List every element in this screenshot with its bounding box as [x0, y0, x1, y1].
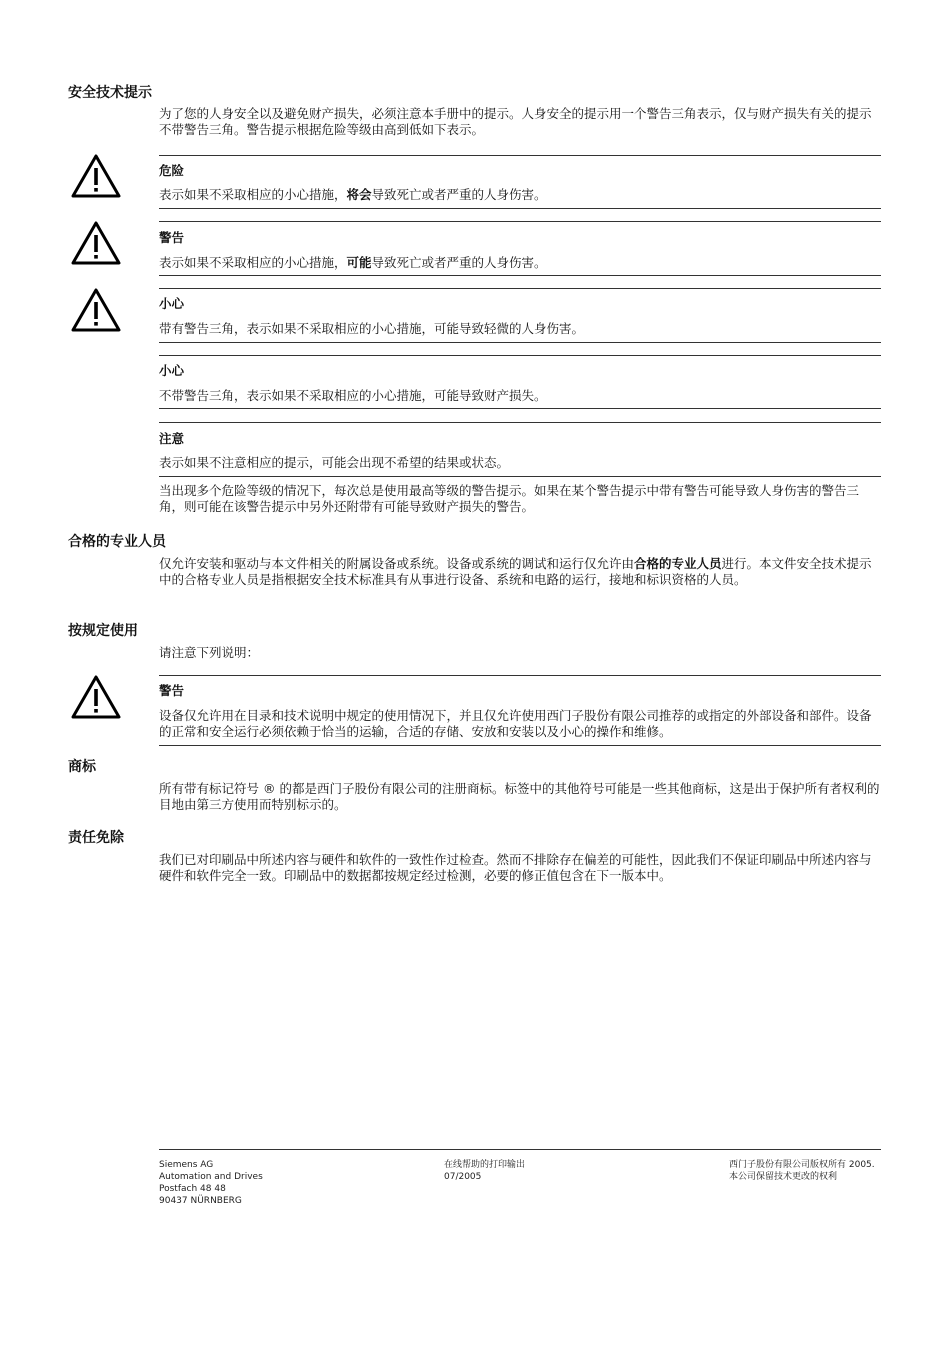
divider	[159, 355, 881, 356]
footer-date: 07/2005	[444, 1172, 482, 1182]
multi-level-text: 当出现多个危险等级的情况下，每次总是使用最高等级的警告提示。如果在某个警告提示中带有警告可能导致人身伤害的警告三角，则可能在该警告提示中另外还附带有可能导致财产损失的警告。	[159, 483, 860, 514]
section-title-qualified: 合格的专业人员	[68, 534, 166, 550]
notice-label: 注意	[159, 431, 185, 446]
usage-warning-label: 警告	[159, 683, 185, 698]
usage-warning-text: 设备仅允许用在目录和技术说明中规定的使用情况下，并且仅允许使用西门子股份有限公司推荐的或指定的外部设备和部件。设备的正常和安全运行必须依赖于恰当的运输，合适的存储、安放和安装以及小心的操作和维修。	[159, 708, 872, 739]
divider	[159, 208, 881, 209]
divider	[159, 476, 881, 477]
danger-label: 危险	[159, 163, 185, 178]
qualified-text: 仅允许安装和驱动与本文件相关的附属设备或系统。设备或系统的调试和运行仅允许由合格的专业人员进行。本文件安全技术提示中的合格专业人员是指根据安全技术标准具有从事进行设备、系统和电路的运行，接地和标识资格的人员。	[159, 556, 872, 587]
danger-text: 表示如果不采取相应的小心措施，将会导致死亡或者严重的人身伤害。	[159, 187, 547, 202]
caution-property-label: 小心	[159, 363, 185, 378]
warning-triangle-icon	[70, 674, 122, 720]
divider	[159, 408, 881, 409]
footer-rights-line: 本公司保留技术更改的权利	[729, 1172, 838, 1182]
footer-address	[159, 1159, 263, 1207]
section-title-usage: 按规定使用	[68, 623, 138, 639]
caution-property-text: 不带警告三角，表示如果不采取相应的小心措施，可能导致财产损失。	[159, 388, 547, 403]
disclaimer-text: 我们已对印刷品中所述内容与硬件和软件的一致性作过检查。然而不排除存在偏差的可能性，因此我们不保证印刷品中所述内容与硬件和软件完全一致。印刷品中的数据都按规定经过检测，必要的修正值包含在下一版本中。	[159, 852, 872, 883]
footer-postbox: Postfach 48 48	[159, 1184, 226, 1194]
warning-triangle-icon	[70, 287, 122, 333]
divider	[159, 221, 881, 222]
safety-intro: 为了您的人身安全以及避免财产损失，必须注意本手册中的提示。人身安全的提示用一个警告三角表示，仅与财产损失有关的提示不带警告三角。警告提示根据危险等级由高到低如下表示。	[159, 106, 872, 137]
warning-triangle-icon	[70, 220, 122, 266]
divider	[159, 288, 881, 289]
trademark-text: 所有带有标记符号 ® 的都是西门子股份有限公司的注册商标。标签中的其他符号可能是一些其他商标，这是出于保护所有者权利的目地由第三方使用而特别标示的。	[159, 781, 880, 812]
footer-divider	[159, 1149, 881, 1150]
divider	[159, 155, 881, 156]
divider	[159, 275, 881, 276]
footer-company: Siemens AG	[159, 1160, 214, 1170]
footer-copyright	[729, 1159, 875, 1183]
section-title-disclaimer: 责任免除	[68, 830, 124, 846]
warning-triangle-icon	[70, 153, 122, 199]
footer-copyright-line: 西门子股份有限公司版权所有 2005.	[729, 1160, 875, 1170]
footer-division: Automation and Drives	[159, 1172, 263, 1182]
caution-text: 带有警告三角，表示如果不采取相应的小心措施，可能导致轻微的人身伤害。	[159, 321, 585, 336]
section-title-safety: 安全技术提示	[68, 85, 152, 101]
notice-text: 表示如果不注意相应的提示，可能会出现不希望的结果或状态。	[159, 455, 510, 470]
footer-print-label: 在线帮助的打印输出	[444, 1160, 526, 1170]
warning-text: 表示如果不采取相应的小心措施，可能导致死亡或者严重的人身伤害。	[159, 255, 547, 270]
footer-print-info	[444, 1159, 525, 1183]
divider	[159, 422, 881, 423]
divider	[159, 675, 881, 676]
divider	[159, 342, 881, 343]
warning-label: 警告	[159, 230, 185, 245]
caution-label: 小心	[159, 296, 185, 311]
section-title-trademark: 商标	[68, 759, 96, 775]
footer-city: 90437 NÜRNBERG	[159, 1196, 242, 1206]
usage-intro: 请注意下列说明：	[159, 645, 260, 660]
divider	[159, 745, 881, 746]
